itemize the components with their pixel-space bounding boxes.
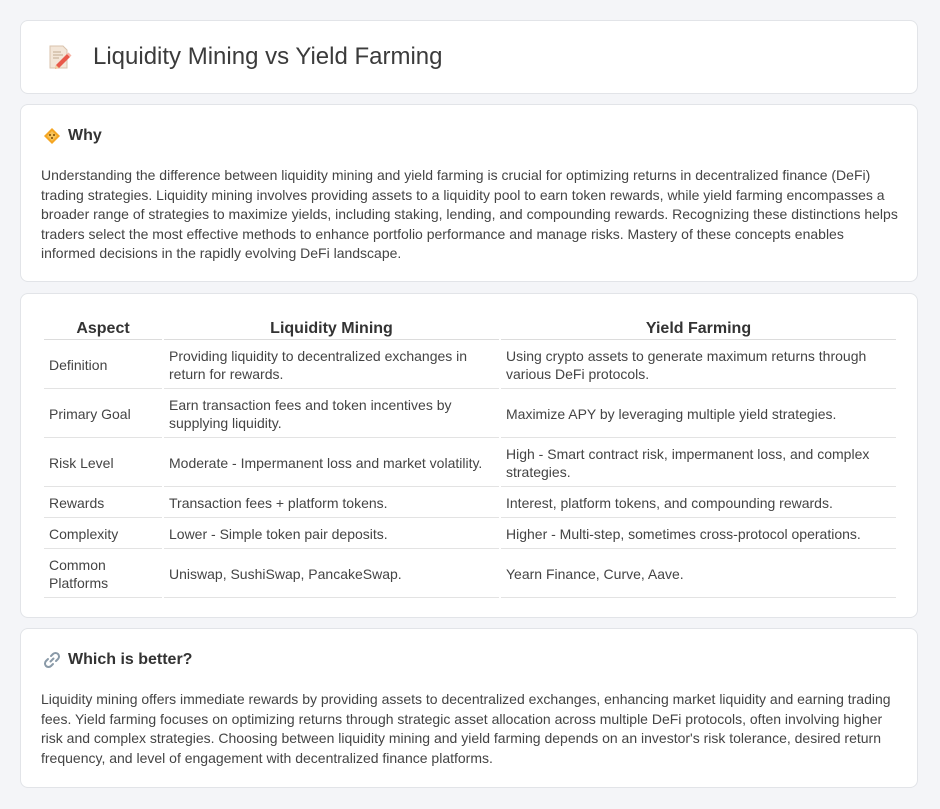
comparison-card <box>20 293 918 618</box>
better-title: Which is better? <box>68 651 193 668</box>
yield-farming-cell: High - Smart contract risk, impermanent loss, and complex strategies. <box>501 440 896 487</box>
table-row <box>44 551 896 598</box>
yield-farming-cell: Maximize APY by leveraging multiple yield strategies. <box>501 391 896 438</box>
aspect-cell: Definition <box>44 342 162 389</box>
header-aspect: Aspect <box>44 317 162 340</box>
table-header-row <box>44 317 896 340</box>
yield-farming-cell: Interest, platform tokens, and compounding rewards. <box>501 489 896 518</box>
liquidity-mining-cell: Providing liquidity to decentralized exchanges in return for rewards. <box>164 342 499 389</box>
table-row <box>44 520 896 549</box>
comparison-table <box>42 315 898 600</box>
table-row <box>44 489 896 518</box>
aspect-cell: Common Platforms <box>44 551 162 598</box>
aspect-cell: Rewards <box>44 489 162 518</box>
better-text: Liquidity mining offers immediate rewards by providing assets to decentralized exchanges, enhancing market liquidity and earning trading fees. Yield farming focuses on optimizing returns through strategic asset allocation across multiple DeFi protocols, often involving higher risk and complex strategies. Choosing between liquidity mining and yield farming depends on an investor's risk tolerance, desired return frequency, and level of engagement with decentralized finance platforms. <box>41 691 891 766</box>
header-liquidity-mining: Liquidity Mining <box>164 317 499 340</box>
header-yield-farming: Yield Farming <box>501 317 896 340</box>
yield-farming-cell: Yearn Finance, Curve, Aave. <box>501 551 896 598</box>
aspect-cell: Risk Level <box>44 440 162 487</box>
yield-farming-cell: Higher - Multi-step, sometimes cross-protocol operations. <box>501 520 896 549</box>
liquidity-mining-cell: Moderate - Impermanent loss and market volatility. <box>164 440 499 487</box>
liquidity-mining-cell: Uniswap, SushiSwap, PancakeSwap. <box>164 551 499 598</box>
liquidity-mining-cell: Lower - Simple token pair deposits. <box>164 520 499 549</box>
why-title: Why <box>68 127 102 144</box>
aspect-cell: Complexity <box>44 520 162 549</box>
table-row <box>44 342 896 389</box>
why-card <box>20 104 918 282</box>
title-card <box>20 20 918 94</box>
better-header <box>43 651 192 669</box>
why-header <box>43 127 102 145</box>
page-title: Liquidity Mining vs Yield Farming <box>93 43 443 70</box>
better-card <box>20 628 918 788</box>
liquidity-mining-cell: Transaction fees + platform tokens. <box>164 489 499 518</box>
document-pencil-icon <box>45 43 73 71</box>
title-row <box>45 43 443 71</box>
yield-farming-cell: Using crypto assets to generate maximum returns through various DeFi protocols. <box>501 342 896 389</box>
link-icon <box>43 651 61 669</box>
diamond-icon <box>43 127 61 145</box>
why-text: Understanding the difference between liquidity mining and yield farming is crucial for optimizing returns in decentralized finance (DeFi) trading strategies. Liquidity mining involves providing assets to a liquidity pool to earn token rewards, while yield farming encompasses a broader range of strategies to maximize yields, including staking, lending, and compounding rewards. Recognizing these distinctions helps traders select the most effective methods to enhance portfolio performance and manage risks. Mastery of these concepts enables informed decisions in the rapidly evolving DeFi landscape. <box>41 167 898 262</box>
liquidity-mining-cell: Earn transaction fees and token incentives by supplying liquidity. <box>164 391 499 438</box>
table-row <box>44 440 896 487</box>
aspect-cell: Primary Goal <box>44 391 162 438</box>
table-row <box>44 391 896 438</box>
